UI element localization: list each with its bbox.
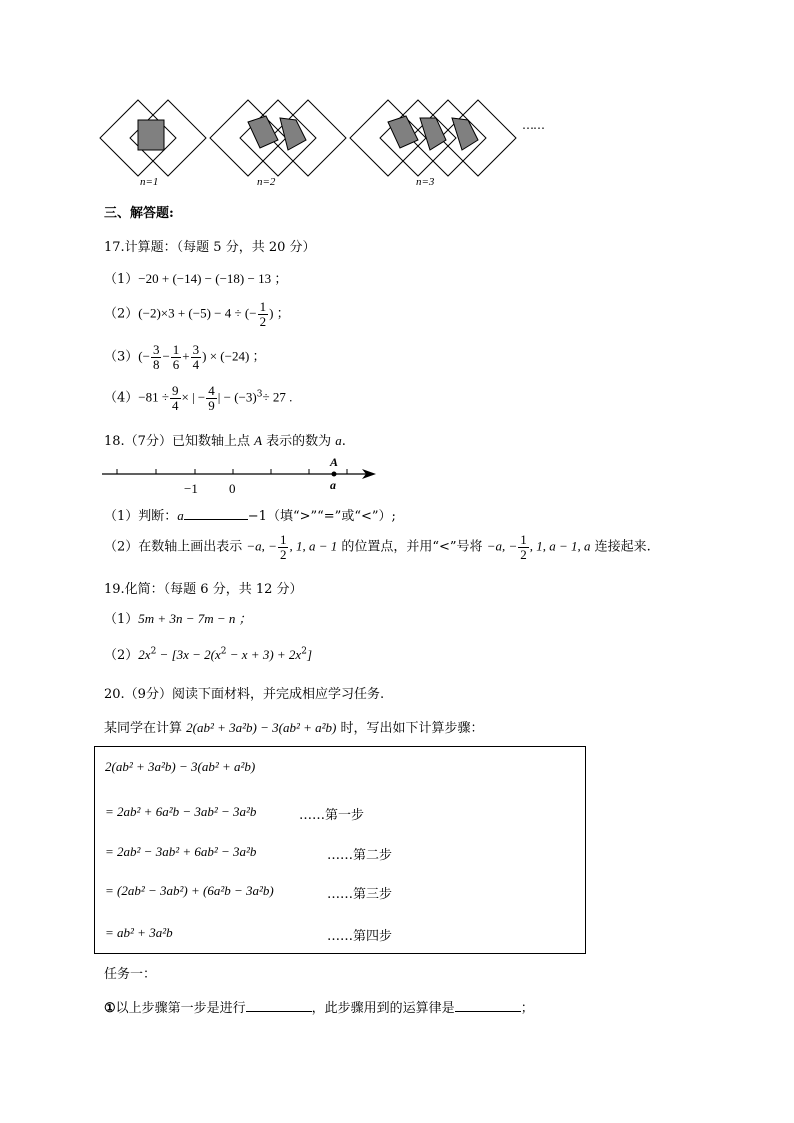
- q17-part2-number: （2）: [104, 306, 139, 322]
- q18-part2-expr-c: −a, −: [486, 538, 518, 554]
- q17-part3-number: （3）: [104, 349, 139, 365]
- answer-blank[interactable]: [184, 519, 248, 520]
- fraction: $\frac{3}{8}$: [152, 342, 160, 372]
- q17-part2: [104, 300, 290, 328]
- q17-part3-op1: −: [162, 348, 170, 364]
- q18-part2-end: 连接起来.: [590, 539, 651, 555]
- q18-part2-expr-d: , 1, a − 1, a: [529, 538, 591, 554]
- task1-item1: [104, 997, 534, 1016]
- q18-part1-hint: −1（填“>”“=”或“<”）;: [247, 509, 396, 524]
- q17-part3-tail: ) × (−24) ；: [202, 348, 266, 364]
- fraction: $\frac{4}{9}$: [208, 383, 215, 413]
- calculation-steps-box: [94, 746, 586, 954]
- q17-part4-expr-d: ÷ 27 .: [262, 389, 293, 405]
- pattern-figure: [96, 96, 566, 196]
- q17-part4: [104, 384, 292, 412]
- q18-part2-expr-b: , 1, a − 1: [289, 538, 338, 554]
- q19-part2: $(2)2x^2 - [3x - 2(x^2 - x + 3) + 2x^2]$: [104, 646, 312, 663]
- step-line-2: = 2ab² − 3ab² + 6ab² − 3a²b: [105, 844, 257, 859]
- q20-intro: [104, 717, 484, 736]
- q19-header: 19.化简：（每题 6 分，共 12 分）: [104, 582, 303, 597]
- axis-point-value: a: [330, 478, 336, 492]
- figure-n3: [350, 100, 516, 176]
- exponent: 3: [256, 389, 263, 400]
- q18-header: [104, 430, 346, 449]
- q17-part4-expr-c: | − (−3): [217, 389, 257, 405]
- q18-header-end: .: [341, 434, 346, 449]
- point-a-marker: [332, 472, 337, 477]
- q18-part2: [104, 533, 651, 561]
- q17-part3-op2: +: [182, 348, 190, 364]
- figure-ellipsis: ……: [522, 118, 544, 132]
- answer-blank[interactable]: [246, 1011, 312, 1012]
- q20-intro-text: 某同学在计算: [104, 721, 187, 736]
- step-line-3: = (2ab² − 3ab²) + (6a²b − 3a²b): [105, 883, 274, 898]
- q19-part1-expression: 5m + 3n − 7m − n ；: [138, 611, 252, 626]
- q20-intro-text-b: 时，写出如下计算步骤：: [336, 721, 484, 736]
- q18-part2-text-b: 的位置点，并用“<”号将: [337, 539, 487, 555]
- q18-part1: [104, 505, 396, 524]
- figure-label-n2: n=2: [257, 176, 276, 188]
- q17-part1-expression: −20 + (−14) − (−18) − 13 ；: [138, 271, 288, 286]
- q18-var: a: [335, 433, 342, 448]
- q18-part1-var: a: [177, 508, 184, 523]
- axis-tick-minus1: −1: [184, 481, 198, 496]
- fraction: $\frac{1}{6}$: [172, 342, 180, 372]
- q18-point-name: A: [254, 433, 263, 448]
- step-label-1: ……第一步: [299, 808, 365, 823]
- q17-part3: [104, 343, 266, 371]
- q19-part2-a: 2x: [138, 647, 151, 662]
- fraction: $\frac{9}{4}$: [172, 383, 179, 413]
- fraction: $\frac{1}{2}$: [279, 532, 287, 562]
- q17-part2-expression: (−2)×3 + (−5) − 4 ÷ (−: [138, 305, 257, 321]
- task1-text-c: ；: [520, 1001, 534, 1016]
- step-line-1: = 2ab² + 6a²b − 3ab² − 3a²b: [105, 804, 257, 819]
- q20-intro-expression: 2(ab² + 3a²b) − 3(ab² + a²b): [186, 720, 337, 735]
- q17-header: 17.计算题：（每题 5 分，共 20 分）: [104, 240, 316, 255]
- q17-part2-tail: ) ；: [269, 305, 290, 321]
- q17-part3-open: (−: [138, 348, 150, 364]
- step-line-4: = ab² + 3a²b: [105, 925, 173, 940]
- answer-blank[interactable]: [455, 1011, 521, 1012]
- task1-text-b: ，此步骤用到的运算律是: [311, 1001, 455, 1016]
- q19-part1-number: （1）: [104, 612, 139, 627]
- fraction: $\frac{1}{2}$: [259, 299, 267, 329]
- step-line-0: 2(ab² + 3a²b) − 3(ab² + a²b): [105, 759, 256, 774]
- figure-n2: [210, 100, 346, 176]
- q19-part2-c: − x + 3) + 2x: [226, 647, 302, 662]
- q19-part2-number: （2）: [104, 648, 139, 663]
- figure-label-n1: n=1: [140, 176, 159, 188]
- q17-part1: [104, 268, 287, 287]
- fraction: $\frac{3}{4}$: [192, 342, 200, 372]
- q17-part4-expr-b: × | −: [181, 389, 206, 405]
- q19-part2-d: ]: [306, 647, 312, 662]
- task1-heading: 任务一：: [104, 967, 157, 982]
- figure-n1: [100, 100, 206, 176]
- q18-header-text-2: 表示的数为: [262, 434, 336, 449]
- task1-item-marker: ①: [104, 1001, 116, 1016]
- q18-part2-text: （2）在数轴上画出表示: [104, 539, 247, 555]
- step-label-3: ……第三步: [327, 887, 393, 902]
- q17-part4-expr-a: −81 ÷: [138, 389, 169, 405]
- figure-label-n3: n=3: [416, 176, 435, 188]
- fraction: $\frac{1}{2}$: [520, 532, 527, 562]
- step-label-4: ……第四步: [327, 929, 393, 944]
- task1-text-a: 以上步骤第一步是进行: [115, 1001, 246, 1016]
- q18-part2-expr: −a, −: [246, 538, 277, 554]
- number-line: [100, 456, 390, 496]
- axis-point-label: A: [330, 455, 339, 469]
- step-label-2: ……第二步: [327, 848, 393, 863]
- q19-part2-b: − [3x − 2(x: [156, 647, 221, 662]
- q18-header-text: 18.（7分）已知数轴上点: [104, 434, 255, 449]
- q19-part1: [104, 608, 252, 627]
- axis-tick-zero: 0: [229, 481, 236, 496]
- q17-part4-number: （4）: [104, 390, 139, 406]
- q20-header: 20.（9分）阅读下面材料，并完成相应学习任务.: [104, 687, 385, 702]
- q18-part1-text: （1）判断：: [104, 509, 178, 524]
- q17-part1-number: （1）: [104, 272, 139, 287]
- section-title: 三、解答题:: [104, 206, 174, 221]
